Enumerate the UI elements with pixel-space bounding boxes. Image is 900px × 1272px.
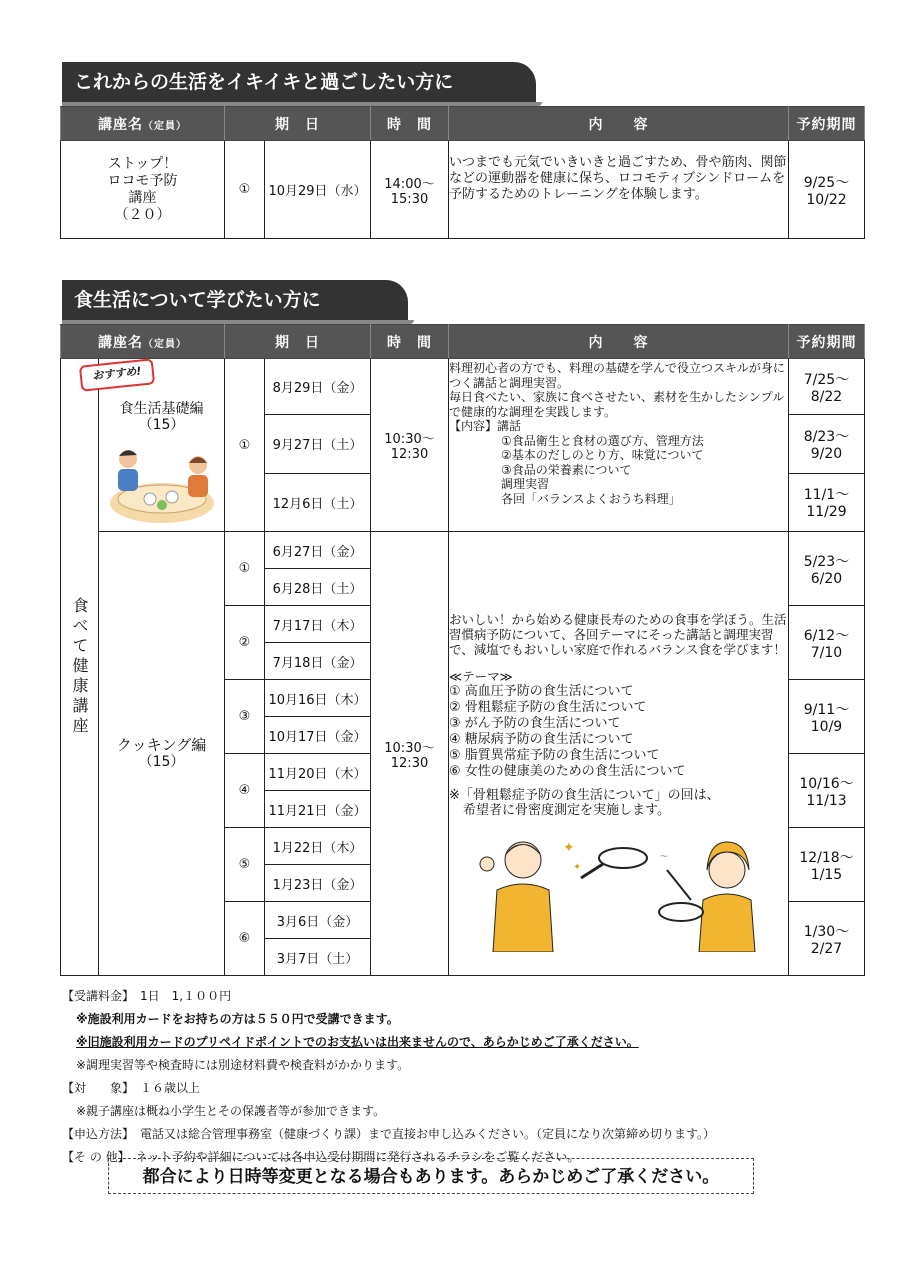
fee-discount-note: ※施設利用カードをお持ちの方は５５０円で受講できます。 bbox=[76, 1012, 399, 1026]
theme-item: ② 骨粗鬆症予防の食生活について bbox=[449, 700, 647, 715]
header-period: 予約期間 bbox=[789, 107, 865, 141]
basic-period-3: 11/1～ 11/29 bbox=[789, 473, 865, 531]
session-date: 10月29日（水） bbox=[265, 141, 371, 239]
cooking-number-6: ⑥ bbox=[225, 902, 265, 976]
recommended-badge: おすすめ! bbox=[79, 358, 155, 392]
cooking-course-name: クッキング編 （15） bbox=[99, 532, 225, 976]
basic-period-1: 7/25～ 8/22 bbox=[789, 359, 865, 415]
header-period: 予約期間 bbox=[789, 325, 865, 359]
basic-content: 料理初心者の方でも、料理の基礎を学んで役立つスキルが身につく講話と調理実習。 毎日食べたい、家族に食べさせたい、素材を生かしたシンプルで健康的な調理を実践します。 【内容】講話 ①食品衛生と食材の選び方、管理方法 ②基本のだしのとり方、味覚について ③食品の栄養素について 調理実習 各回「バランスよくおうち料理」 bbox=[449, 359, 789, 532]
basic-date-3: 12月6日（土） bbox=[265, 473, 371, 531]
cooking-period-6: 1/30～ 2/27 bbox=[789, 902, 865, 976]
other-note: 【そ の 他】 ネット予約や詳細については各申込受付期間に発行されるチラシをご覧ください。 bbox=[62, 1150, 580, 1164]
cooking-date: 1月23日（金） bbox=[265, 865, 371, 902]
basic-date-1: 8月29日（金） bbox=[265, 359, 371, 415]
course-content: いつまでも元気でいきいきと過ごすため、骨や筋肉、関節などの運動器を健康に保ち、ロコモティブシンドロームを予防するためのトレーニングを体験します。 bbox=[449, 141, 789, 239]
cooking-date: 7月17日（木） bbox=[265, 606, 371, 643]
theme-item: ③ がん予防の食生活について bbox=[449, 716, 621, 731]
cooking-illustration bbox=[463, 830, 763, 952]
cooking-content: おいしい！から始める健康長寿のための食事を学ぼう。生活習慣病予防について、各回テーマにそった講話と調理実習で、減塩でもおいしい家庭で作れるバランス食を学びます！ ≪テーマ≫ ① 高血圧予防の食生活について ② 骨粗鬆症予防の食生活について ③ がん予防の食生活について ④ 糖尿病予防の食生活について ⑤ 脂質異常症予防の食生活について ⑥ 女性の健康美のための食生活について ※「骨粗鬆症予防の食生活について」の回は、 希望者に骨密度測定を実施します。 ✦ ✦ ~ bbox=[449, 532, 789, 976]
cooking-date: 3月7日（土） bbox=[265, 939, 371, 976]
cooking-date: 6月28日（土） bbox=[265, 569, 371, 606]
cooking-date: 10月17日（金） bbox=[265, 717, 371, 754]
header-name: 講座名（定員） bbox=[61, 325, 225, 359]
cooking-number-2: ② bbox=[225, 606, 265, 680]
header-time: 時 間 bbox=[371, 107, 449, 141]
target-parent-note: ※親子講座は概ね小学生とその保護者等が参加できます。 bbox=[76, 1104, 386, 1118]
cooking-date: 6月27日（金） bbox=[265, 532, 371, 569]
theme-item: ⑥ 女性の健康美のための食生活について bbox=[449, 764, 686, 779]
booking-period: 9/25～ 10/22 bbox=[789, 141, 865, 239]
footer-notice: 都合により日時等変更となる場合もあります。あらかじめご了承ください。 bbox=[108, 1158, 754, 1194]
cooking-number-1: ① bbox=[225, 532, 265, 606]
session-number: ① bbox=[225, 141, 265, 239]
fee-note: 【受講料金】 1日 1,１００円 bbox=[62, 989, 232, 1003]
header-time: 時 間 bbox=[371, 325, 449, 359]
cooking-number-4: ④ bbox=[225, 754, 265, 828]
header-content: 内 容 bbox=[449, 107, 789, 141]
cooking-period-1: 5/23～ 6/20 bbox=[789, 532, 865, 606]
cooking-period-3: 9/11～ 10/9 bbox=[789, 680, 865, 754]
cooking-date: 11月21日（金） bbox=[265, 791, 371, 828]
svg-text:✦: ✦ bbox=[573, 862, 582, 873]
theme-item: ⑤ 脂質異常症予防の食生活について bbox=[449, 748, 660, 763]
theme-item: ④ 糖尿病予防の食生活について bbox=[449, 732, 634, 747]
notes bbox=[62, 985, 862, 1169]
section1-table bbox=[60, 106, 865, 239]
cooking-date: 11月20日（木） bbox=[265, 754, 371, 791]
cooking-date: 7月18日（金） bbox=[265, 643, 371, 680]
section2-title: 食生活について学びたい方に bbox=[62, 280, 408, 320]
fee-prepaid-note: ※旧施設利用カードのプリペイドポイントでのお支払いは出来ませんので、あらかじめご了承ください。 bbox=[76, 1035, 639, 1049]
session-time: 14:00～ 15:30 bbox=[371, 141, 449, 239]
cooking-date: 3月6日（金） bbox=[265, 902, 371, 939]
cooking-number-3: ③ bbox=[225, 680, 265, 754]
section2-table bbox=[60, 324, 865, 976]
cooking-date: 1月22日（木） bbox=[265, 828, 371, 865]
basic-course-cap: （15） bbox=[138, 417, 185, 433]
category-label: 食べて健康講座 bbox=[61, 359, 99, 976]
theme-item: ① 高血圧予防の食生活について bbox=[449, 684, 634, 699]
header-content: 内 容 bbox=[449, 325, 789, 359]
apply-note: 【申込方法】 電話又は総合管理事務室（健康づくり課）まで直接お申し込みください。（定員になり次第締め切ります。） bbox=[62, 1127, 716, 1141]
target-note: 【対 象】 １６歳以上 bbox=[62, 1081, 201, 1095]
basic-period-2: 8/23～ 9/20 bbox=[789, 415, 865, 473]
fee-material-note: ※調理実習等や検査時には別途材料費や検査料がかかります。 bbox=[76, 1058, 410, 1072]
basic-course-name: 食生活基礎編 bbox=[119, 401, 204, 417]
svg-text:✦: ✦ bbox=[563, 840, 575, 856]
course-name: ストップ！ ロコモ予防 講座 （２０） bbox=[61, 141, 225, 239]
cooking-date: 10月16日（木） bbox=[265, 680, 371, 717]
header-date: 期 日 bbox=[225, 107, 371, 141]
cooking-time: 10:30～ 12:30 bbox=[371, 532, 449, 976]
cooking-period-4: 10/16～ 11/13 bbox=[789, 754, 865, 828]
cooking-number-5: ⑤ bbox=[225, 828, 265, 902]
cooking-period-2: 6/12～ 7/10 bbox=[789, 606, 865, 680]
header-name: 講座名（定員） bbox=[61, 107, 225, 141]
dining-illustration bbox=[102, 441, 222, 531]
header-date: 期 日 bbox=[225, 325, 371, 359]
basic-time: 10:30～ 12:30 bbox=[371, 359, 449, 532]
section1-title: これからの生活をイキイキと過ごしたい方に bbox=[62, 62, 536, 102]
cooking-period-5: 12/18～ 1/15 bbox=[789, 828, 865, 902]
basic-date-2: 9月27日（土） bbox=[265, 415, 371, 473]
basic-session-number: ① bbox=[225, 359, 265, 532]
svg-text:~: ~ bbox=[659, 849, 670, 863]
